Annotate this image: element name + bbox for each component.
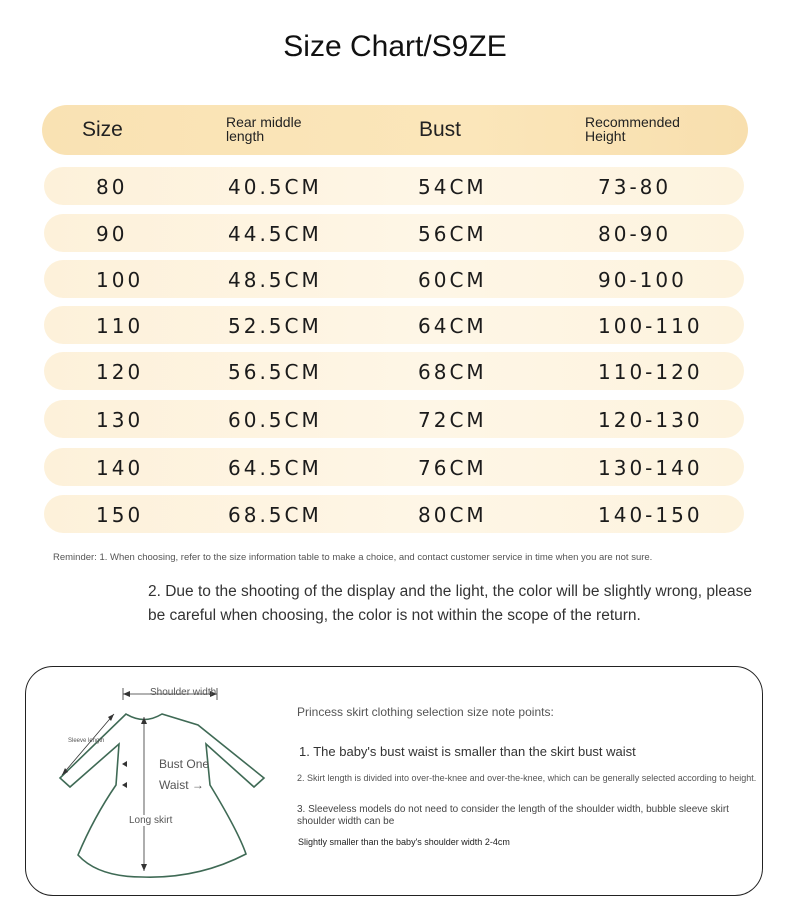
sleeve-length-label: Sleeve length: [68, 738, 105, 744]
sleeve-arrow: [62, 714, 114, 775]
cell-size: 150: [96, 503, 144, 527]
notes-title: Princess skirt clothing selection size note points:: [297, 705, 554, 719]
dress-diagram: [26, 667, 276, 895]
cell-rear-length: 60.5CM: [228, 408, 322, 432]
measurement-guide-box: [25, 666, 763, 896]
cell-rear-length: 52.5CM: [228, 314, 322, 338]
waist-label: [159, 778, 204, 792]
header-rear-middle-length: [226, 115, 301, 143]
note-point-1: 1. The baby's bust waist is smaller than the skirt bust waist: [299, 744, 636, 759]
bust-label: [159, 757, 209, 771]
header-bust: Bust: [419, 118, 462, 141]
cell-bust: 64CM: [418, 314, 487, 338]
header-recommended-height: [585, 115, 680, 143]
cell-bust: 72CM: [418, 408, 487, 432]
cell-size: 110: [96, 314, 144, 338]
header-rear-line1: Rear middle: [226, 114, 302, 130]
cell-rear-length: 64.5CM: [228, 456, 322, 480]
table-row: [44, 167, 744, 205]
table-row: [44, 400, 744, 438]
cell-height: 110-120: [598, 360, 703, 384]
table-row: [44, 306, 744, 344]
cell-rear-length: 48.5CM: [228, 268, 322, 292]
cell-bust: 56CM: [418, 222, 487, 246]
note-point-4: Slightly smaller than the baby's shoulder width 2-4cm: [298, 837, 510, 847]
cell-height: 130-140: [598, 456, 703, 480]
cell-rear-length: 44.5CM: [228, 222, 322, 246]
table-row: [44, 495, 744, 533]
cell-height: 80-90: [598, 222, 672, 246]
waist-arrow-icon: →: [191, 778, 204, 792]
cell-size: 90: [96, 222, 128, 246]
shoulder-width-label: Shoulder width: [150, 687, 217, 698]
color-note: 2. Due to the shooting of the display and the light, the color will be slightly wrong, please be careful when choosing, the color is not within the scope of the return.: [148, 583, 753, 624]
cell-height: 100-110: [598, 314, 703, 338]
reminder-note: Reminder: 1. When choosing, refer to the size information table to make a choice, and contact customer service in time when you are not sure.: [53, 552, 653, 563]
header-size: Size: [82, 118, 123, 141]
cell-size: 140: [96, 456, 144, 480]
table-row: [44, 214, 744, 252]
header-rec-line2: Height: [585, 128, 626, 144]
cell-height: 120-130: [598, 408, 703, 432]
cell-rear-length: 56.5CM: [228, 360, 322, 384]
table-row: [44, 448, 744, 486]
page-title: Size Chart/S9ZE: [283, 30, 507, 63]
header-rec-line1: Recommended: [585, 114, 680, 130]
cell-bust: 54CM: [418, 175, 487, 199]
bust-suffix: One: [186, 757, 210, 771]
header-rear-line2: length: [226, 128, 265, 144]
table-row: [44, 352, 744, 390]
cell-size: 120: [96, 360, 144, 384]
cell-size: 80: [96, 175, 128, 199]
cell-rear-length: 40.5CM: [228, 175, 322, 199]
table-header: [42, 105, 748, 155]
cell-bust: 80CM: [418, 503, 487, 527]
long-skirt-label: Long skirt: [129, 815, 173, 826]
cell-size: 130: [96, 408, 144, 432]
cell-bust: 68CM: [418, 360, 487, 384]
bust-text: Bust: [159, 757, 184, 771]
cell-rear-length: 68.5CM: [228, 503, 322, 527]
note-point-3: 3. Sleeveless models do not need to consider the length of the shoulder width, bubble sleeve skirt shoulder width can be: [297, 804, 729, 827]
cell-height: 90-100: [598, 268, 687, 292]
cell-bust: 76CM: [418, 456, 487, 480]
table-row: [44, 260, 744, 298]
cell-height: 73-80: [598, 175, 672, 199]
note-point-2: 2. Skirt length is divided into over-the-knee and over-the-knee, which can be generally selected according to height.: [297, 773, 757, 783]
cell-size: 100: [96, 268, 144, 292]
waist-text: Waist: [159, 778, 189, 792]
cell-height: 140-150: [598, 503, 703, 527]
cell-bust: 60CM: [418, 268, 487, 292]
